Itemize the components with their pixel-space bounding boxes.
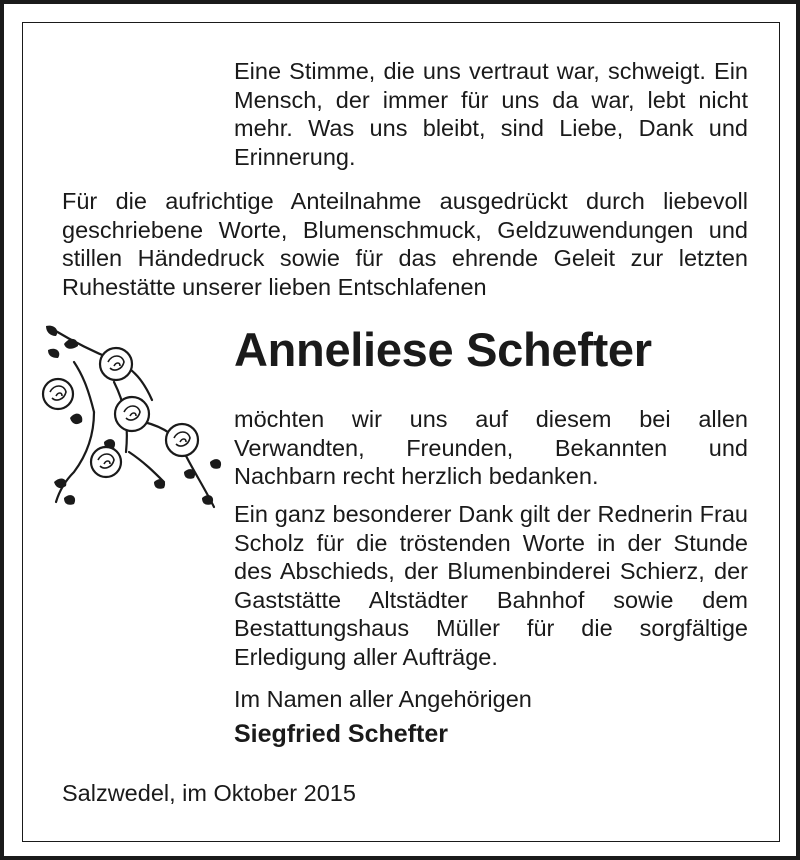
thanks-intro: Für die aufrichtige Anteilnahme ausgedrückt durch liebevoll geschriebene Worte, Blumenschmuck, Geldzuwendungen und stillen Händedruck sowie für das ehrende Geleit zur letzten Ruhestätte unserer lieben Entschlafenen xyxy=(62,188,748,300)
signer-name: Siegfried Schefter xyxy=(234,720,448,748)
signature-intro: Im Namen aller Angehörigen xyxy=(234,686,532,712)
memorial-quote: Eine Stimme, die uns vertraut war, schweigt. Ein Mensch, der immer für uns da war, lebt nicht mehr. Was uns bleibt, sind Liebe, Dank und Erinnerung. xyxy=(234,58,748,170)
special-thanks-text: Ein ganz besonderer Dank gilt der Rednerin Frau Scholz für die tröstenden Worte in der Stunde des Abschieds, der Blumenbinderei Schierz, der Gaststätte Altstädter Bahnhof sowie dem Bestattungshaus Müller für die sorgfältige Erledigung aller Aufträge. xyxy=(234,501,748,670)
deceased-name: Anneliese Schefter xyxy=(234,323,652,376)
roses-icon xyxy=(34,322,229,522)
place-date: Salzwedel, im Oktober 2015 xyxy=(62,780,356,806)
thanks-text: möchten wir uns auf diesem bei allen Verwandten, Freunden, Bekannten und Nachbarn recht herzlich bedanken. xyxy=(234,406,748,489)
